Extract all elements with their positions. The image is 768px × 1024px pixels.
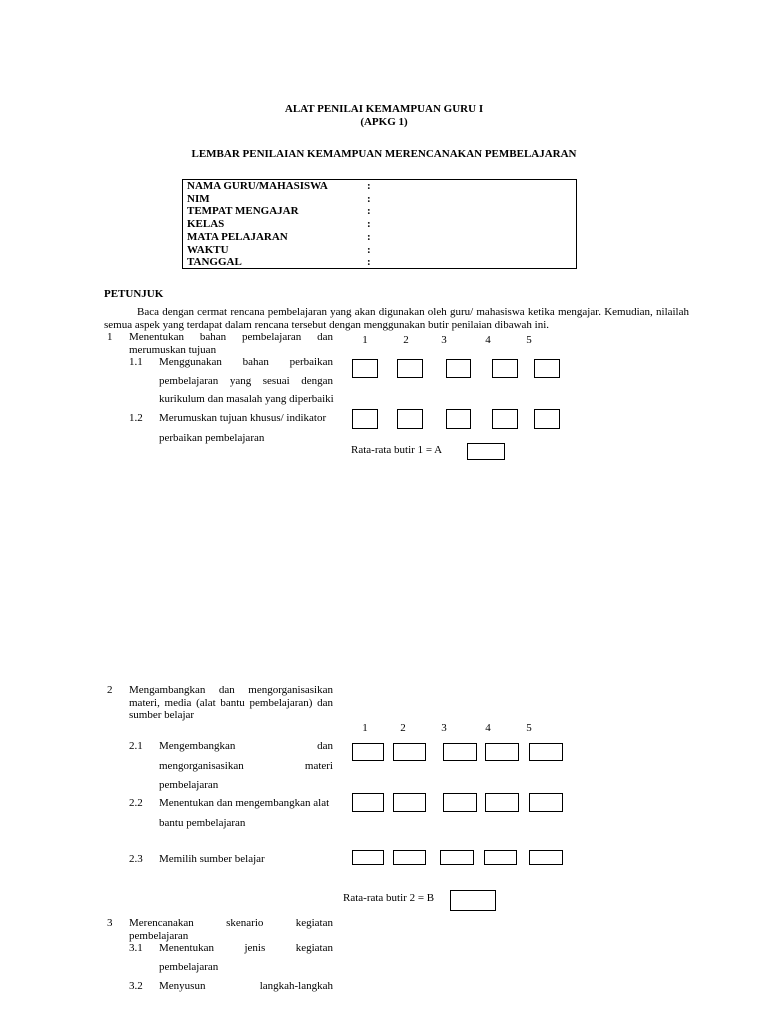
score-box-1-2-5[interactable] (534, 409, 560, 429)
score-box-1-1-1[interactable] (352, 359, 378, 378)
score-box-1-1-5[interactable] (534, 359, 560, 378)
item-2-title-line-1: Mengambangkan dan mengorganisasikan (129, 684, 333, 696)
item-1-average-box[interactable] (467, 443, 505, 460)
scale-header-2: 2 (403, 334, 409, 346)
score-box-2-3-3[interactable] (440, 850, 474, 865)
document-code: (APKG 1) (360, 116, 408, 128)
item-1-title-line-2: merumuskan tujuan (129, 344, 217, 356)
score-box-2-1-1[interactable] (352, 743, 384, 761)
identity-label-nim: NIM (187, 192, 210, 205)
identity-colon: : (367, 192, 371, 205)
item-3-title-line-2: pembelajaran (129, 930, 189, 942)
item-1-1-line-3: kurikulum dan masalah yang diperbaiki (159, 393, 334, 405)
score-box-1-2-1[interactable] (352, 409, 378, 429)
score-box-2-3-4[interactable] (484, 850, 517, 865)
item-2-3-number: 2.3 (129, 853, 143, 865)
score-box-2-3-2[interactable] (393, 850, 426, 865)
score-box-2-3-1[interactable] (352, 850, 384, 865)
scale-header-3: 3 (441, 722, 447, 734)
item-1-number: 1 (107, 331, 113, 343)
identity-colon: : (367, 218, 371, 231)
item-2-1-number: 2.1 (129, 740, 143, 752)
item-2-average-label: Rata-rata butir 2 = B (343, 892, 435, 904)
scale-header-1: 1 (362, 722, 368, 734)
item-2-3-line-1: Memilih sumber belajar (159, 853, 265, 865)
score-box-2-3-5[interactable] (529, 850, 563, 865)
score-box-1-2-2[interactable] (397, 409, 423, 429)
scale-header-4: 4 (485, 722, 491, 734)
score-box-2-2-3[interactable] (443, 793, 477, 812)
identity-label-mapel: MATA PELAJARAN (187, 230, 288, 243)
item-2-2-line-2: bantu pembelajaran (159, 817, 246, 829)
item-2-2-number: 2.2 (129, 797, 143, 809)
score-box-1-1-2[interactable] (397, 359, 423, 378)
petunjuk-heading: PETUNJUK (104, 288, 164, 300)
score-box-2-2-5[interactable] (529, 793, 563, 812)
score-box-2-1-2[interactable] (393, 743, 426, 761)
score-box-1-2-4[interactable] (492, 409, 518, 429)
item-3-1-line-2: pembelajaran (159, 961, 219, 973)
item-1-average-label: Rata-rata butir 1 = A (351, 444, 443, 456)
item-2-1-line-2: mengorganisasikan materi (159, 760, 333, 772)
scale-header-2: 2 (400, 722, 406, 734)
item-2-title-line-3: sumber belajar (129, 709, 195, 721)
item-1-title-line-1: Menentukan bahan pembelajaran dan (129, 331, 333, 343)
score-box-2-1-5[interactable] (529, 743, 563, 761)
identity-colon: : (367, 243, 371, 256)
item-2-1-line-3: pembelajaran (159, 779, 219, 791)
scale-header-5: 5 (526, 722, 532, 734)
score-box-1-1-4[interactable] (492, 359, 518, 378)
item-1-2-line-2: perbaikan pembelajaran (159, 432, 265, 444)
identity-colon: : (367, 180, 371, 192)
score-box-2-1-4[interactable] (485, 743, 519, 761)
score-box-2-2-2[interactable] (393, 793, 426, 812)
identity-label-nama: NAMA GURU/MAHASISWA (187, 180, 328, 192)
identity-colon: : (367, 205, 371, 218)
identity-label-waktu: WAKTU (187, 243, 229, 256)
item-1-2-number: 1.2 (129, 412, 143, 424)
item-2-average-box[interactable] (450, 890, 496, 911)
score-box-2-1-3[interactable] (443, 743, 477, 761)
item-2-number: 2 (107, 684, 113, 696)
score-box-1-1-3[interactable] (446, 359, 471, 378)
identity-label-tanggal: TANGGAL (187, 256, 242, 269)
scale-header-1: 1 (362, 334, 368, 346)
scale-header-5: 5 (526, 334, 532, 346)
item-3-1-line-1: Menentukan jenis kegiatan (159, 942, 333, 954)
scale-header-3: 3 (441, 334, 447, 346)
identity-box (182, 179, 577, 269)
item-1-2-line-1: Merumuskan tujuan khusus/ indikator (159, 412, 327, 424)
score-box-1-2-3[interactable] (446, 409, 471, 429)
document-subtitle: LEMBAR PENILAIAN KEMAMPUAN MERENCANAKAN PEMBELAJARAN (191, 148, 577, 160)
item-1-1-line-1: Menggunakan bahan perbaikan (159, 356, 333, 368)
scale-header-4: 4 (485, 334, 491, 346)
item-3-title-line-1: Merencanakan skenario kegiatan (129, 917, 333, 929)
item-1-1-number: 1.1 (129, 356, 143, 368)
item-3-2-line-1: Menyusun langkah-langkah (159, 980, 333, 992)
item-2-2-line-1: Menentukan dan mengembangkan alat (159, 797, 330, 809)
identity-label-tempat: TEMPAT MENGAJAR (187, 205, 299, 218)
document-title: ALAT PENILAI KEMAMPUAN GURU I (284, 103, 484, 115)
item-3-2-number: 3.2 (129, 980, 143, 992)
score-box-2-2-1[interactable] (352, 793, 384, 812)
identity-colon: : (367, 230, 371, 243)
item-2-title-line-2: materi, media (alat bantu pembelajaran) dan (129, 697, 333, 709)
item-1-1-line-2: pembelajaran yang sesuai dengan (159, 375, 333, 387)
identity-label-kelas: KELAS (187, 218, 225, 231)
score-box-2-2-4[interactable] (485, 793, 519, 812)
identity-colon: : (367, 256, 371, 269)
petunjuk-line-2: semua aspek yang terdapat dalam rencana tersebut dengan menggunakan butir penilaian dibawah ini. (104, 319, 550, 331)
petunjuk-line-1: Baca dengan cermat rencana pembelajaran yang akan digunakan oleh guru/ mahasiswa ketika mengajar. Kemudian, nilailah (137, 306, 689, 318)
item-2-1-line-1: Mengembangkan dan (159, 740, 333, 752)
item-3-1-number: 3.1 (129, 942, 143, 954)
item-3-number: 3 (107, 917, 113, 929)
